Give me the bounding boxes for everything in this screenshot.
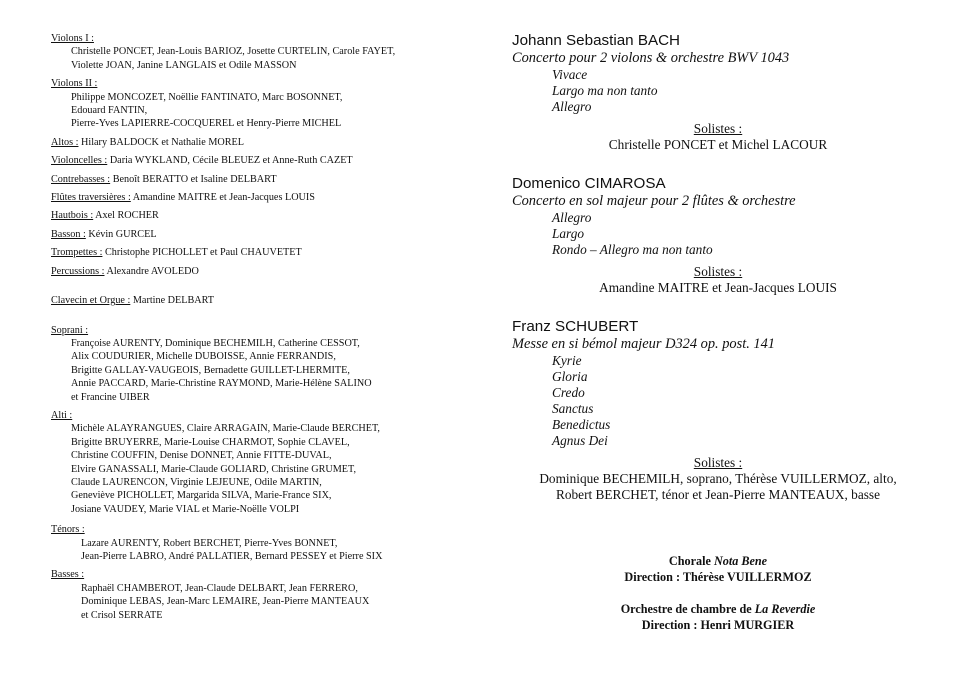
section-violons-1: [51, 32, 471, 72]
movement: Kyrie: [552, 353, 582, 368]
section-altos: [51, 136, 471, 149]
names-line: et Crisol SERRATE: [81, 609, 163, 621]
names-line: Dominique LEBAS, Jean-Marc LEMAIRE, Jean-Pierre MANTEAUX: [81, 596, 370, 608]
soloists-names: Christelle PONCET et Michel LACOUR: [608, 137, 828, 152]
section-trompettes: [51, 246, 471, 259]
names-line: Jean-Pierre LABRO, André PALLATIER, Bernard PESSEY et Pierre SIX: [81, 551, 383, 562]
choir-director: Direction : Thérèse VUILLERMOZ: [624, 570, 812, 584]
program-item-bach: [512, 32, 924, 153]
names-line: Kévin GURCEL: [85, 228, 157, 240]
section-basses: [51, 568, 471, 622]
movement: Sanctus: [552, 401, 594, 416]
section-alti: [51, 409, 471, 516]
composer-name: Domenico CIMAROSA: [512, 175, 666, 192]
section-label: Violons II :: [51, 78, 98, 90]
concert-program: [512, 32, 924, 503]
names-line: Benoît BERATTO et Isaline DELBART: [110, 173, 277, 185]
composer-name: Franz SCHUBERT: [512, 318, 639, 335]
section-violons-2: [51, 77, 471, 131]
movement: Largo: [552, 226, 585, 241]
soloists-label: Solistes :: [693, 264, 743, 279]
choir-name: Nota Bene: [713, 554, 768, 568]
section-label: Trompettes :: [51, 247, 103, 259]
section-contrebasses: [51, 173, 471, 186]
names-line: Françoise AURENTY, Dominique BECHEMILH, Catherine CESSOT,: [71, 337, 360, 349]
soloists-names: Robert BERCHET, ténor et Jean-Pierre MANTEAUX, basse: [556, 487, 880, 502]
section-label: Violons I :: [51, 33, 94, 44]
choir-prefix: Chorale: [668, 554, 714, 568]
names-line: Martine DELBART: [130, 295, 215, 307]
movement: Largo ma non tanto: [552, 83, 658, 98]
names-line: Pierre-Yves LAPIERRE-COCQUEREL et Henry-Pierre MICHEL: [71, 118, 342, 130]
section-violoncelles: [51, 154, 471, 167]
names-line: Daria WYKLAND, Cécile BLEUEZ et Anne-Ruth CAZET: [107, 155, 353, 167]
orchestra-director: Direction : Henri MURGIER: [641, 618, 795, 632]
section-clavecin: [51, 294, 471, 307]
movement: Allegro: [552, 210, 592, 225]
section-basson: [51, 228, 471, 241]
section-label: Flûtes traversières :: [51, 192, 131, 204]
names-line: Geneviève PICHOLLET, Margarida SILVA, Marie-France SIX,: [71, 490, 332, 502]
movement: Gloria: [552, 369, 588, 384]
names-line: Philippe MONCOZET, Noëllie FANTINATO, Marc BOSONNET,: [71, 91, 343, 103]
section-label: Violoncelles :: [51, 155, 108, 167]
names-line: Raphaël CHAMBEROT, Jean-Claude DELBART, Jean FERRERO,: [81, 582, 358, 594]
section-flutes: [51, 191, 471, 204]
composer-name: Johann Sebastian BACH: [512, 32, 681, 49]
names-line: Axel ROCHER: [93, 210, 159, 222]
section-label: Ténors :: [51, 524, 85, 536]
soloists-names: Dominique BECHEMILH, soprano, Thérèse VUILLERMOZ, alto,: [539, 471, 897, 486]
names-line: Alexandre AVOLEDO: [104, 265, 199, 277]
section-soprani: [51, 324, 471, 404]
names-line: Michèle ALAYRANGUES, Claire ARRAGAIN, Marie-Claude BERCHET,: [71, 423, 380, 435]
section-label: Contrebasses :: [51, 173, 111, 185]
names-line: Elvire GANASSALI, Marie-Claude GOLIARD, Christine GRUMET,: [71, 463, 357, 475]
soloists-label: Solistes :: [693, 121, 743, 136]
orchestra-prefix: Orchestre de chambre de: [620, 602, 755, 616]
names-line: et Francine UIBER: [71, 391, 150, 403]
performers-list: [51, 32, 471, 622]
soloists: [512, 455, 924, 503]
work-title: Messe en si bémol majeur D324 op. post. 141: [512, 336, 776, 352]
section-label: Basson :: [51, 228, 86, 240]
movement: Vivace: [552, 67, 588, 82]
section-hautbois: [51, 209, 471, 222]
names-line: Christelle PONCET, Jean-Louis BARIOZ, Josette CURTELIN, Carole FAYET,: [71, 46, 396, 58]
names-line: Josiane VAUDEY, Marie VIAL et Marie-Noëlle VOLPI: [71, 503, 300, 515]
soloists-label: Solistes :: [693, 455, 743, 470]
names-line: Christine COUFFIN, Denise DONNET, Annie FITTE-DUVAL,: [71, 450, 332, 462]
orchestra-title: [512, 601, 924, 617]
orchestra-name: La Reverdie: [754, 602, 816, 616]
section-label: Alti :: [51, 409, 73, 421]
credits: [512, 553, 924, 633]
section-label: Hautbois :: [51, 210, 94, 222]
work-title: Concerto pour 2 violons & orchestre BWV 1043: [512, 50, 790, 66]
program-item-schubert: [512, 318, 924, 503]
names-line: Amandine MAITRE et Jean-Jacques LOUIS: [130, 192, 315, 204]
names-line: Claude LAURENCON, Virginie LEJEUNE, Odile MARTIN,: [71, 476, 322, 488]
section-label: Clavecin et Orgue :: [51, 295, 131, 307]
section-label: Basses :: [51, 569, 85, 581]
names-line: Violette JOAN, Janine LANGLAIS et Odile MASSON: [71, 59, 297, 71]
movement: Agnus Dei: [552, 433, 608, 448]
names-line: Hilary BALDOCK et Nathalie MOREL: [78, 136, 244, 148]
names-line: Edouard FANTIN,: [71, 105, 148, 117]
names-line: Annie PACCARD, Marie-Christine RAYMOND, Marie-Hélène SALINO: [71, 378, 372, 390]
section-label: Altos :: [51, 136, 79, 148]
work-title: Concerto en sol majeur pour 2 flûtes & orchestre: [512, 193, 796, 209]
movement: Rondo – Allegro ma non tanto: [552, 242, 713, 257]
names-line: Brigitte BRUYERRE, Marie-Louise CHARMOT, Sophie CLAVEL,: [71, 436, 350, 448]
section-label: Soprani :: [51, 324, 89, 336]
names-line: Alix COUDURIER, Michelle DUBOISSE, Annie FERRANDIS,: [71, 351, 336, 363]
choir-title: [512, 553, 924, 569]
section-percussions: [51, 265, 471, 278]
soloists: [512, 121, 924, 153]
section-label: Percussions :: [51, 265, 105, 277]
names-line: Brigitte GALLAY-VAUGEOIS, Bernadette GUILLET-LHERMITE,: [71, 364, 350, 376]
names-line: Christophe PICHOLLET et Paul CHAUVETET: [102, 247, 302, 259]
soloists: [512, 264, 924, 296]
soloists-names: Amandine MAITRE et Jean-Jacques LOUIS: [599, 280, 837, 295]
names-line: Lazare AURENTY, Robert BERCHET, Pierre-Yves BONNET,: [81, 537, 338, 549]
movement: Benedictus: [552, 417, 611, 432]
movement: Credo: [552, 385, 585, 400]
program-item-cimarosa: [512, 175, 924, 296]
movement: Allegro: [552, 99, 592, 114]
section-tenors: [51, 523, 471, 563]
